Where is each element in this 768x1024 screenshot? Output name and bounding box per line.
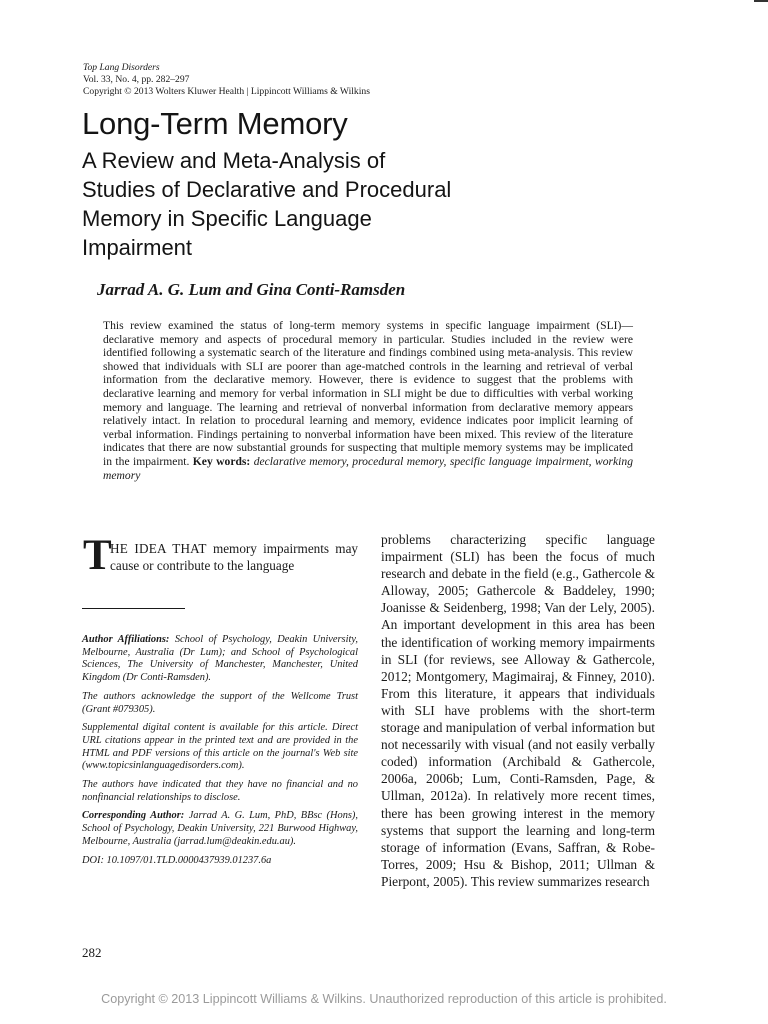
affiliations-note [82,634,358,685]
article-title: Long-Term Memory [82,106,348,141]
abstract-text: This review examined the status of long-term memory systems in specific language impairment (SLI)—declarative memory and aspects of procedural memory in particular. Studies included in the review were identified following a systematic search of the literature and findings combined using meta-analysis. This review showed that individuals with SLI are poorer than age-matched controls in the learning and retrieval of verbal information from the declarative memory. However, there is evidence to suggest that the problems with declarative learning and memory for verbal information in SLI might be due to difficulties with verbal working memory and language. The learning and retrieval of nonverbal information from declarative memory appears relatively intact. In relation to procedural learning and memory, evidence indicates poor implicit learning of verbal information. Findings pertaining to nonverbal information have been mixed. This review of the literature indicates that there are now substantial grounds for suspecting that multiple memory systems may be implicated in the impairment. [103,319,633,468]
doi-note: DOI: 10.1097/01.TLD.0000437939.01237.6a [82,854,272,866]
drop-cap: T [83,532,112,579]
journal-header [83,62,370,98]
intro-body: memory impairments may cause or contribute to the language [110,541,359,573]
author-list: Jarrad A. G. Lum and Gina Conti-Ramsden [97,280,406,299]
journal-volume: Vol. 33, No. 4, pp. 282–297 [83,74,190,85]
corresponding-label: Corresponding Author: [82,810,185,822]
right-column-text: problems characterizing specific language impairment (SLI) has been the focus of much research and debate in the field (e.g., Gathercole & Alloway, 2005; Gathercole & Baddeley, 1990; Joanisse & Seidenberg, 1998; Van der Lely, 2005). An important development in this area has been the identification of working memory impairments in SLI (for reviews, see Alloway & Gathercole, 2012; Montgomery, Magimairaj, & Finney, 2010). From this literature, it appears that individuals with SLI have problems with the short-term storage and manipulation of verbal information but not necessarily with visual (and not easily verbally coded) information (Archibald & Gathercole, 2006a, 2006b; Lum, Conti-Ramsden, Page, & Ullman, 2012a). In relatively more recent times, there has been growing interest in the memory systems that support the learning and long-term storage of information (Evans, Saffran, & Robe-Torres, 2009; Hsu & Bishop, 2011; Ullman & Pierpont, 2005). This review summarizes research [381,532,655,889]
intro-text [110,540,358,574]
corresponding-note [82,810,358,848]
corner-mark [754,0,768,2]
article-subtitle: A Review and Meta-Analysis of Studies of Declarative and Procedural Memory in Specific Language Impairment [82,148,452,260]
keywords-label: Key words: [192,454,251,468]
footnote-rule [82,608,185,609]
footnotes [82,634,358,873]
abstract [103,319,633,482]
disclosure-note: The authors have indicated that they have no financial and no nonfinancial relationships to disclose. [82,779,358,803]
corresponding-text: Jarrad A. G. Lum, PhD, BBsc (Hons), School of Psychology, Deakin University, 221 Burwood Highway, Melbourne, Australia (jarrad.lum@deakin.edu.au). [82,810,358,847]
affiliations-label: Author Affiliations: [82,634,170,645]
affiliations-text: School of Psychology, Deakin University, Melbourne, Australia (Dr Lum); and School of Psychological Sciences, The University of Manchester, Manchester, United Kingdom (Dr Conti-Ramsden). [82,634,358,684]
keywords: declarative memory, procedural memory, specific language impairment, working memory [103,454,633,482]
acknowledgement-note: The authors acknowledge the support of the Wellcome Trust (Grant #079305). [82,690,358,715]
supplemental-note: Supplemental digital content is available for this article. Direct URL citations appear in the printed text and are provided in the HTML and PDF versions of this article on the journal's Web site (www.topicsinlanguagedisorders.com). [82,722,358,772]
intro-smallcaps: HE IDEA THAT [110,541,207,556]
journal-name: Top Lang Disorders [83,62,160,73]
journal-copyright: Copyright © 2013 Wolters Kluwer Health | Lippincott Williams & Wilkins [83,86,370,97]
page-number: 282 [82,945,102,960]
copyright-footer: Copyright © 2013 Lippincott Williams & Wilkins. Unauthorized reproduction of this article is prohibited. [101,992,667,1006]
